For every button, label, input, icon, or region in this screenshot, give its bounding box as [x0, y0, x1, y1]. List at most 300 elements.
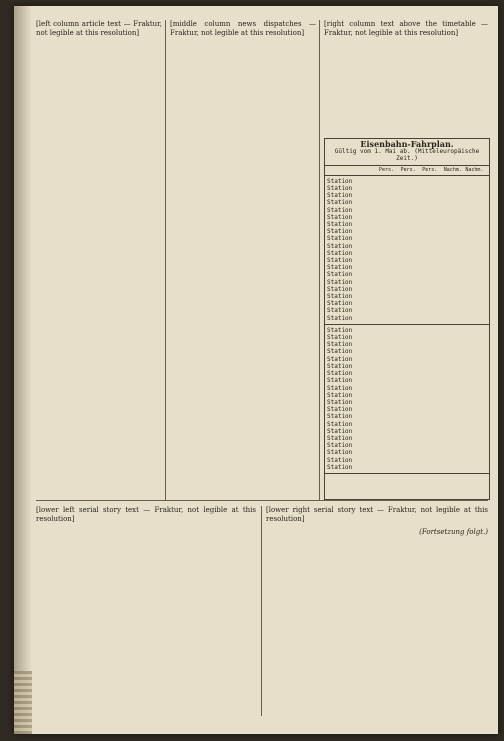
departure-time	[444, 250, 466, 257]
timetable-row	[325, 464, 489, 471]
departure-time	[401, 356, 423, 363]
departure-time	[401, 207, 423, 214]
departure-time	[422, 392, 444, 399]
departure-time	[401, 413, 423, 420]
departure-time	[422, 449, 444, 456]
departure-time	[444, 185, 466, 192]
station-name: Station	[327, 242, 353, 250]
station-name: Station	[327, 192, 353, 200]
departure-time	[422, 221, 444, 228]
departure-time	[379, 464, 401, 471]
departure-time	[379, 457, 401, 464]
station-name: Station	[327, 398, 353, 406]
departure-time	[379, 235, 401, 242]
timetable-row	[325, 271, 489, 278]
departure-time	[379, 377, 401, 384]
departure-time	[444, 178, 466, 185]
departure-time	[422, 341, 444, 348]
departure-time	[422, 348, 444, 355]
station-name: Station	[327, 391, 353, 399]
departure-time	[401, 370, 423, 377]
timetable-row	[325, 348, 489, 355]
departure-time	[444, 307, 466, 314]
timetable-row	[325, 214, 489, 221]
departure-time	[465, 207, 487, 214]
departure-time	[422, 207, 444, 214]
departure-time	[465, 199, 487, 206]
page-edge-ornament	[14, 671, 32, 734]
timetable-row	[325, 221, 489, 228]
departure-time	[401, 435, 423, 442]
station-name: Station	[327, 334, 353, 342]
departure-time	[465, 341, 487, 348]
departure-time	[422, 356, 444, 363]
station-name: Station	[327, 370, 353, 378]
departure-time	[422, 442, 444, 449]
departure-time	[379, 327, 401, 334]
departure-time	[401, 185, 423, 192]
departure-time	[422, 199, 444, 206]
station-name: Station	[327, 221, 353, 229]
departure-time	[465, 370, 487, 377]
departure-time	[444, 315, 466, 322]
timetable-row	[325, 442, 489, 449]
departure-time	[444, 264, 466, 271]
departure-time	[465, 235, 487, 242]
station-name: Station	[327, 348, 353, 356]
departure-time	[379, 264, 401, 271]
timetable-row	[325, 327, 489, 334]
timetable-row	[325, 192, 489, 199]
station-name: Station	[327, 362, 353, 370]
departure-time	[379, 399, 401, 406]
station-name: Station	[327, 314, 353, 322]
timetable-row	[325, 406, 489, 413]
departure-time	[465, 392, 487, 399]
departure-time	[379, 413, 401, 420]
station-name: Station	[327, 307, 353, 315]
timetable-row	[325, 243, 489, 250]
departure-time	[465, 243, 487, 250]
departure-time	[401, 235, 423, 242]
departure-time	[422, 243, 444, 250]
departure-time	[379, 257, 401, 264]
departure-time	[401, 442, 423, 449]
departure-time	[444, 377, 466, 384]
timetable-row	[325, 413, 489, 420]
departure-time	[422, 286, 444, 293]
timetable-row	[325, 341, 489, 348]
departure-time	[465, 363, 487, 370]
timetable-row	[325, 199, 489, 206]
departure-time	[401, 221, 423, 228]
station-name: Station	[327, 293, 353, 301]
departure-time	[465, 286, 487, 293]
departure-time	[444, 207, 466, 214]
departure-time	[444, 221, 466, 228]
departure-time	[379, 185, 401, 192]
column-rule	[261, 506, 262, 716]
departure-time	[422, 334, 444, 341]
departure-time	[401, 192, 423, 199]
departure-time	[444, 442, 466, 449]
departure-time	[379, 243, 401, 250]
departure-time	[422, 257, 444, 264]
timetable-header-cell: Pers.	[422, 166, 438, 173]
departure-time	[465, 356, 487, 363]
timetable-row	[325, 363, 489, 370]
departure-time	[444, 464, 466, 471]
departure-time	[465, 327, 487, 334]
station-name: Station	[327, 278, 353, 286]
departure-time	[444, 228, 466, 235]
station-name: Station	[327, 199, 353, 207]
station-name: Station	[327, 264, 353, 272]
column-right-top: [right column text above the timetable — Fraktur, not legible at this resolution]	[324, 20, 488, 37]
departure-time	[444, 279, 466, 286]
timetable-row	[325, 370, 489, 377]
timetable-header-cell: Pers.	[379, 166, 395, 173]
station-name: Station	[327, 449, 353, 457]
departure-time	[401, 286, 423, 293]
departure-time	[379, 356, 401, 363]
station-name: Station	[327, 463, 353, 471]
departure-time	[444, 293, 466, 300]
departure-time	[379, 428, 401, 435]
departure-time	[379, 286, 401, 293]
story-right-column	[266, 506, 488, 716]
station-name: Station	[327, 442, 353, 450]
departure-time	[379, 307, 401, 314]
departure-time	[422, 264, 444, 271]
timetable-row	[325, 435, 489, 442]
departure-time	[401, 264, 423, 271]
story-left: [lower left serial story text — Fraktur, not legible at this resolution]	[36, 506, 256, 523]
station-name: Station	[327, 384, 353, 392]
departure-time	[422, 428, 444, 435]
departure-time	[444, 257, 466, 264]
departure-time	[422, 399, 444, 406]
departure-time	[465, 279, 487, 286]
departure-time	[401, 449, 423, 456]
departure-time	[401, 341, 423, 348]
departure-time	[444, 413, 466, 420]
departure-time	[401, 271, 423, 278]
timetable-row	[325, 377, 489, 384]
departure-time	[422, 279, 444, 286]
departure-time	[465, 307, 487, 314]
departure-time	[422, 271, 444, 278]
departure-time	[379, 279, 401, 286]
departure-time	[401, 228, 423, 235]
departure-time	[379, 199, 401, 206]
station-name: Station	[327, 285, 353, 293]
timetable-row	[325, 307, 489, 314]
station-name: Station	[327, 420, 353, 428]
departure-time	[379, 421, 401, 428]
departure-time	[401, 178, 423, 185]
departure-time	[379, 250, 401, 257]
timetable-header-cell	[327, 167, 379, 174]
timetable-row	[325, 457, 489, 464]
departure-time	[465, 385, 487, 392]
departure-time	[422, 293, 444, 300]
timetable-row	[325, 250, 489, 257]
railway-timetable	[324, 138, 490, 500]
departure-time	[379, 315, 401, 322]
departure-time	[444, 363, 466, 370]
departure-time	[379, 392, 401, 399]
departure-time	[422, 377, 444, 384]
departure-time	[422, 185, 444, 192]
station-name: Station	[327, 249, 353, 257]
timetable-row	[325, 315, 489, 322]
departure-time	[379, 406, 401, 413]
timetable-row	[325, 178, 489, 185]
departure-time	[401, 385, 423, 392]
departure-time	[465, 178, 487, 185]
departure-time	[422, 192, 444, 199]
station-name: Station	[327, 257, 353, 265]
departure-time	[465, 334, 487, 341]
departure-time	[444, 327, 466, 334]
departure-time	[444, 271, 466, 278]
departure-time	[444, 199, 466, 206]
departure-time	[401, 214, 423, 221]
departure-time	[401, 243, 423, 250]
departure-time	[444, 457, 466, 464]
departure-time	[422, 435, 444, 442]
departure-time	[422, 250, 444, 257]
departure-time	[401, 363, 423, 370]
station-name: Station	[327, 206, 353, 214]
departure-time	[465, 435, 487, 442]
departure-time	[465, 406, 487, 413]
departure-time	[379, 300, 401, 307]
station-name: Station	[327, 355, 353, 363]
story-continuation-note: (Fortsetzung folgt.)	[419, 528, 488, 536]
departure-time	[379, 192, 401, 199]
station-name: Station	[327, 413, 353, 421]
station-name: Station	[327, 228, 353, 236]
departure-time	[465, 257, 487, 264]
timetable-row	[325, 185, 489, 192]
departure-time	[401, 250, 423, 257]
departure-time	[422, 385, 444, 392]
timetable-row	[325, 207, 489, 214]
timetable-row	[325, 228, 489, 235]
station-name: Station	[327, 456, 353, 464]
timetable-row	[325, 235, 489, 242]
departure-time	[465, 428, 487, 435]
departure-time	[422, 235, 444, 242]
newspaper-page	[14, 6, 498, 734]
departure-time	[401, 399, 423, 406]
departure-time	[444, 243, 466, 250]
departure-time	[379, 293, 401, 300]
departure-time	[444, 428, 466, 435]
departure-time	[401, 279, 423, 286]
departure-time	[465, 399, 487, 406]
departure-time	[465, 348, 487, 355]
departure-time	[401, 464, 423, 471]
departure-time	[465, 192, 487, 199]
departure-time	[444, 286, 466, 293]
departure-time	[465, 214, 487, 221]
departure-time	[444, 356, 466, 363]
departure-time	[379, 435, 401, 442]
departure-time	[401, 293, 423, 300]
departure-time	[444, 392, 466, 399]
departure-time	[465, 442, 487, 449]
timetable-row	[325, 264, 489, 271]
departure-time	[422, 406, 444, 413]
departure-time	[465, 228, 487, 235]
departure-time	[422, 315, 444, 322]
station-name: Station	[327, 235, 353, 243]
departure-time	[444, 341, 466, 348]
departure-time	[401, 257, 423, 264]
station-name: Station	[327, 406, 353, 414]
timetable-row	[325, 334, 489, 341]
departure-time	[401, 315, 423, 322]
departure-time	[444, 406, 466, 413]
timetable-header	[325, 166, 489, 176]
departure-time	[401, 199, 423, 206]
departure-time	[422, 363, 444, 370]
departure-time	[379, 271, 401, 278]
departure-time	[401, 428, 423, 435]
departure-time	[401, 406, 423, 413]
timetable-row	[325, 279, 489, 286]
station-name: Station	[327, 326, 353, 334]
departure-time	[444, 385, 466, 392]
departure-time	[465, 300, 487, 307]
departure-time	[379, 370, 401, 377]
timetable-row	[325, 293, 489, 300]
departure-time	[379, 348, 401, 355]
station-name: Station	[327, 213, 353, 221]
departure-time	[444, 235, 466, 242]
timetable-row	[325, 421, 489, 428]
departure-time	[422, 413, 444, 420]
departure-time	[465, 449, 487, 456]
departure-time	[444, 300, 466, 307]
departure-time	[444, 370, 466, 377]
departure-time	[465, 293, 487, 300]
departure-time	[422, 214, 444, 221]
station-name: Station	[327, 177, 353, 185]
departure-time	[465, 271, 487, 278]
timetable-title: Eisenbahn-Fahrplan.	[360, 139, 454, 149]
departure-time	[465, 413, 487, 420]
departure-time	[401, 307, 423, 314]
departure-time	[422, 228, 444, 235]
departure-time	[444, 421, 466, 428]
departure-time	[401, 348, 423, 355]
station-name: Station	[327, 271, 353, 279]
departure-time	[465, 221, 487, 228]
departure-time	[422, 178, 444, 185]
departure-time	[422, 421, 444, 428]
timetable-block	[325, 176, 489, 325]
column-left: [left column article text — Fraktur, not legible at this resolution]	[36, 20, 162, 37]
timetable-row	[325, 300, 489, 307]
departure-time	[401, 377, 423, 384]
departure-time	[379, 442, 401, 449]
departure-time	[422, 300, 444, 307]
departure-time	[422, 370, 444, 377]
departure-time	[379, 221, 401, 228]
departure-time	[379, 341, 401, 348]
station-name: Station	[327, 427, 353, 435]
column-rule	[319, 20, 320, 500]
departure-time	[465, 464, 487, 471]
departure-time	[379, 178, 401, 185]
timetable-row	[325, 286, 489, 293]
departure-time	[379, 207, 401, 214]
timetable-block	[325, 325, 489, 474]
departure-time	[444, 334, 466, 341]
departure-time	[444, 435, 466, 442]
departure-time	[465, 250, 487, 257]
departure-time	[401, 457, 423, 464]
station-name: Station	[327, 300, 353, 308]
timetable-row	[325, 257, 489, 264]
departure-time	[422, 464, 444, 471]
departure-time	[465, 421, 487, 428]
departure-time	[379, 214, 401, 221]
departure-time	[379, 228, 401, 235]
departure-time	[465, 457, 487, 464]
departure-time	[422, 307, 444, 314]
timetable-row	[325, 385, 489, 392]
departure-time	[444, 449, 466, 456]
timetable-header-cell: Pers.	[400, 166, 416, 173]
departure-time	[465, 315, 487, 322]
column-middle: [middle column news dispatches — Fraktur, not legible at this resolution]	[170, 20, 316, 37]
station-name: Station	[327, 434, 353, 442]
timetable-row	[325, 399, 489, 406]
departure-time	[379, 385, 401, 392]
departure-time	[444, 214, 466, 221]
departure-time	[379, 363, 401, 370]
column-rule	[165, 20, 166, 500]
timetable-header-cell: Nachm.	[443, 166, 462, 173]
timetable-body	[325, 176, 489, 474]
departure-time	[401, 421, 423, 428]
departure-time	[465, 377, 487, 384]
departure-time	[444, 348, 466, 355]
departure-time	[444, 399, 466, 406]
departure-time	[422, 327, 444, 334]
timetable-subtitle: Gültig vom 1. Mai ab. (Mitteleuropäische Zeit.)	[325, 148, 489, 165]
timetable-row	[325, 392, 489, 399]
departure-time	[401, 300, 423, 307]
departure-time	[379, 334, 401, 341]
timetable-row	[325, 428, 489, 435]
station-name: Station	[327, 341, 353, 349]
story-right: [lower right serial story text — Fraktur, not legible at this resolution]	[266, 506, 488, 523]
departure-time	[465, 185, 487, 192]
timetable-row	[325, 449, 489, 456]
departure-time	[465, 264, 487, 271]
departure-time	[401, 327, 423, 334]
departure-time	[401, 392, 423, 399]
section-rule	[36, 500, 488, 501]
departure-time	[401, 334, 423, 341]
departure-time	[444, 192, 466, 199]
